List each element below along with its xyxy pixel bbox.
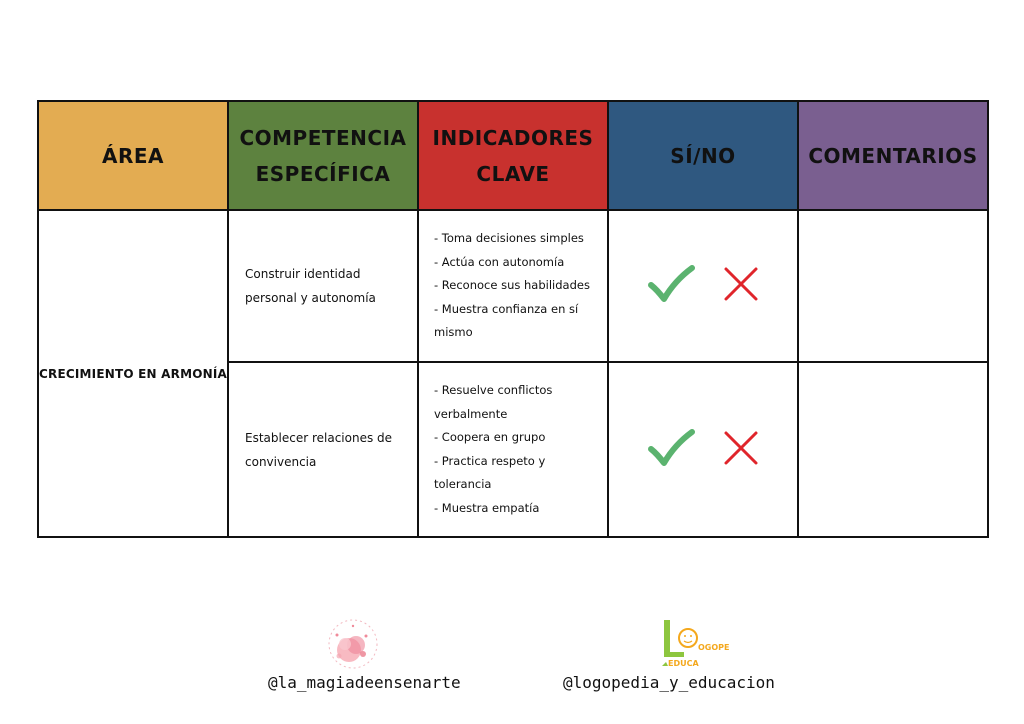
- indicadores-list: [434, 379, 595, 520]
- cross-icon[interactable]: [723, 430, 759, 466]
- indicador-line: verbalmente: [434, 406, 508, 421]
- table-row: [38, 210, 988, 362]
- footer-handle-left: @la_magiadeensenarte: [268, 673, 461, 692]
- header-comentarios: [798, 101, 988, 210]
- header-competencia: [228, 101, 418, 210]
- check-icon[interactable]: [647, 265, 695, 303]
- indicador-line: - Resuelve conflictos: [434, 383, 553, 397]
- header-indicadores-line-2: CLAVE: [476, 161, 550, 186]
- competencia-line: Establecer relaciones de: [245, 430, 393, 445]
- indicador-line: - Muestra empatía: [434, 500, 540, 515]
- header-competencia-line-1: COMPETENCIA: [239, 125, 407, 150]
- check-icon[interactable]: [647, 429, 695, 467]
- header-area-line: ÁREA: [101, 143, 165, 168]
- svg-text:EDUCA: EDUCA: [668, 659, 699, 668]
- competencia-line: Construir identidad: [245, 267, 361, 281]
- comentarios-cell[interactable]: [798, 210, 988, 362]
- svg-text:OGOPE: OGOPE: [698, 643, 730, 652]
- indicador-line: - Practica respeto y: [434, 453, 546, 468]
- header-row: [38, 101, 988, 210]
- header-indicadores: [418, 101, 608, 210]
- indicador-line: - Muestra confianza en sí: [434, 301, 579, 316]
- header-comentarios-line: COMENTARIOS: [808, 143, 978, 168]
- header-si-no: [608, 101, 798, 210]
- la-magia-de-ensenarte-logo: [325, 618, 381, 670]
- indicadores-list: [434, 227, 595, 345]
- header-si-no-line: SÍ/NO: [670, 143, 736, 168]
- cross-icon[interactable]: [723, 266, 759, 302]
- indicador-line: - Toma decisiones simples: [434, 231, 584, 246]
- area-label: CRECIMIENTO EN ARMONÍA: [39, 366, 228, 381]
- indicadores-cell: [418, 210, 608, 362]
- competencia-cell: [228, 210, 418, 362]
- evaluation-table: [37, 100, 989, 538]
- area-cell: [38, 210, 228, 537]
- header-competencia-line-2: ESPECÍFICA: [255, 161, 391, 186]
- header-area: [38, 101, 228, 210]
- indicador-line: - Coopera en grupo: [434, 430, 546, 444]
- logopedia-y-educacion-logo: [658, 616, 730, 672]
- indicadores-cell: [418, 362, 608, 537]
- indicador-line: - Reconoce sus habilidades: [434, 278, 590, 293]
- header-indicadores-line-1: INDICADORES: [432, 125, 594, 150]
- si-no-cell: [608, 210, 798, 362]
- competencia-line: personal y autonomía: [245, 291, 376, 305]
- comentarios-cell[interactable]: [798, 362, 988, 537]
- si-no-cell: [608, 362, 798, 537]
- indicador-line: tolerancia: [434, 477, 492, 491]
- indicador-line: mismo: [434, 325, 473, 340]
- competencia-line: convivencia: [245, 454, 317, 469]
- competencia-cell: [228, 362, 418, 537]
- indicador-line: - Actúa con autonomía: [434, 254, 565, 269]
- footer-handle-right: @logopedia_y_educacion: [563, 673, 775, 692]
